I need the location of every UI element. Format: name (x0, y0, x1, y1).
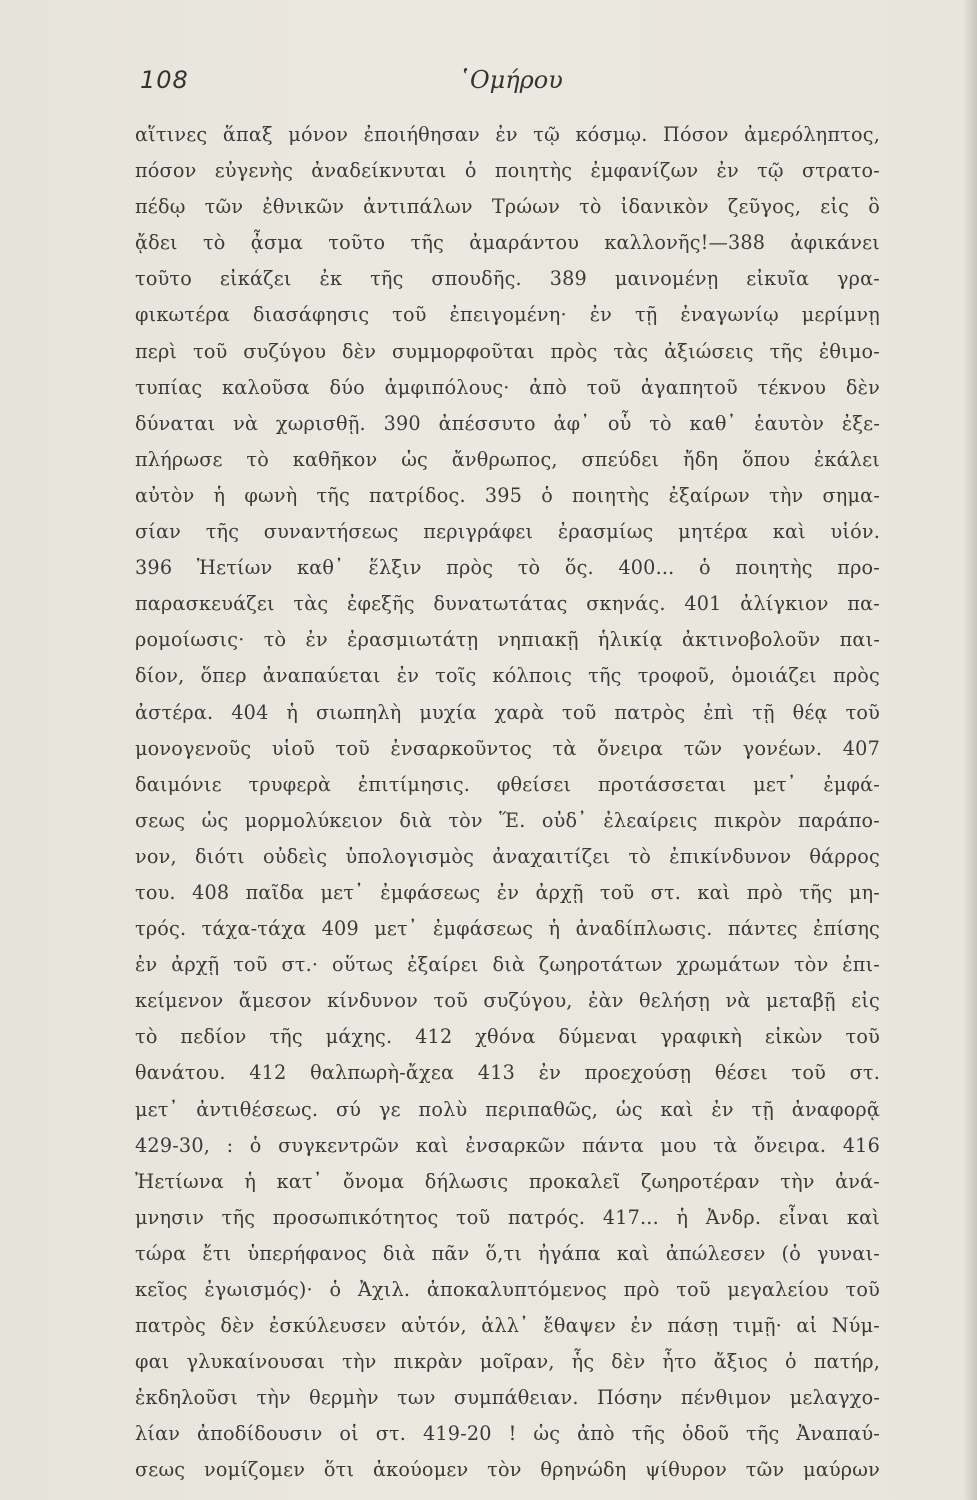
text-line: πόσον εὐγενὴς ἀναδείκνυται ὁ ποιητὴς ἐμφανίζων ἐν τῷ στρατο- (135, 159, 880, 183)
text-line: τρός. τάχα-τάχα 409 μετ᾽ ἐμφάσεως ἡ ἀναδίπλωσις. πάντες ἐπίσης (135, 917, 880, 941)
text-line: σεως νομίζομεν ὅτι ἀκούομεν τὸν θρηνώδη ψίθυρον τῶν μαύρων (135, 1458, 880, 1482)
text-line: τώρα ἔτι ὑπερήφανος διὰ πᾶν ὅ,τι ἠγάπα καὶ ἀπώλεσεν (ὁ γυναι- (135, 1241, 880, 1265)
text-line: φαι γλυκαίνουσαι τὴν πικρὰν μοῖραν, ἧς δὲν ἦτο ἄξιος ὁ πατήρ, (135, 1350, 880, 1374)
text-line: λίαν ἀποδίδουσιν οἱ στ. 419-20 ! ὡς ἀπὸ τῆς ὁδοῦ τῆς Ἀναπαύ- (135, 1422, 880, 1446)
text-line: τοῦτο εἰκάζει ἐκ τῆς σπουδῆς. 389 μαινομένῃ εἰκυῖα γρα- (135, 267, 880, 291)
text-line: ᾄδει τὸ ᾆσμα τοῦτο τῆς ἀμαράντου καλλονῆς!—388 ἀφικάνει (135, 231, 880, 255)
text-line: τὸ πεδίον τῆς μάχης. 412 χθόνα δύμεναι γραφικὴ εἰκὼν τοῦ (135, 1025, 880, 1049)
text-line: φικωτέρα διασάφησις τοῦ ἐπειγομένη· ἐν τῇ ἐναγωνίῳ μερίμνῃ (135, 303, 880, 327)
text-line: του. 408 παῖδα μετ᾽ ἐμφάσεως ἐν ἀρχῇ τοῦ στ. καὶ πρὸ τῆς μη- (135, 880, 880, 904)
text-line: μονογενοῦς υἱοῦ τοῦ ἐνσαρκοῦντος τὰ ὄνειρα τῶν γονέων. 407 (135, 736, 880, 760)
text-line: αὐτὸν ἡ φωνὴ τῆς πατρίδος. 395 ὁ ποιητὴς ἐξαίρων τὴν σημα- (135, 483, 880, 507)
text-line: μετ᾽ ἀντιθέσεως. σύ γε πολὺ περιπαθῶς, ὡς καὶ ἐν τῇ ἀναφορᾷ (135, 1097, 880, 1121)
text-line: μνησιν τῆς προσωπικότητος τοῦ πατρός. 417... ἡ Ἀνδρ. εἶναι καὶ (135, 1205, 880, 1229)
text-line: 429-30, : ὁ συγκεντρῶν καὶ ἐνσαρκῶν πάντα μου τὰ ὄνειρα. 416 (135, 1133, 880, 1157)
text-line: αἵτινες ἅπαξ μόνον ἐποιήθησαν ἐν τῷ κόσμῳ. Πόσον ἀμερόληπτος, (135, 123, 880, 146)
text-line: κείμενον ἄμεσον κίνδυνον τοῦ συζύγου, ἐὰν θελήσῃ νὰ μεταβῇ εἰς (135, 989, 880, 1013)
text-line: πλήρωσε τὸ καθῆκον ὡς ἄνθρωπος, σπεύδει ἤδη ὅπου ἐκάλει (135, 447, 880, 471)
page-edge-shadow (963, 0, 977, 1500)
text-line: παρασκευάζει τὰς ἐφεξῆς δυνατωτάτας σκηνάς. 401 ἀλίγκιον πα- (135, 592, 880, 616)
text-line: πατρὸς δὲν ἐσκύλευσεν αὐτόν, ἀλλ᾽ ἔθαψεν ἐν πάσῃ τιμῇ· αἱ Νύμ- (135, 1314, 880, 1338)
text-line: δαιμόνιε τρυφερὰ ἐπιτίμησις. φθείσει προτάσσεται μετ᾽ ἐμφά- (135, 772, 880, 796)
text-line: σεως ὡς μορμολύκειον διὰ τὸν Ἕ. οὐδ᾽ ἐλεαίρεις πικρὸν παράπο- (135, 808, 880, 832)
text-line: Ἠετίωνα ἡ κατ᾽ ὄνομα δήλωσις προκαλεῖ ζωηροτέραν τὴν ἀνά- (135, 1169, 880, 1193)
running-head: ῾Ομήρου (458, 66, 563, 94)
text-line: θανάτου. 412 θαλπωρὴ-ἄχεα 413 ἐν προεχούσῃ θέσει τοῦ στ. (135, 1061, 880, 1085)
text-line: δίον, ὅπερ ἀναπαύεται ἐν τοῖς κόλποις τῆς τροφοῦ, ὁμοιάζει πρὸς (135, 664, 880, 688)
page-number: 108 (140, 66, 189, 94)
body-text (135, 117, 880, 1489)
text-line: περὶ τοῦ συζύγου δὲν συμμορφοῦται πρὸς τὰς ἀξιώσεις τῆς ἐθιμο- (135, 339, 880, 363)
text-line: πέδῳ τῶν ἐθνικῶν ἀντιπάλων Τρώων τὸ ἰδανικὸν ζεῦγος, εἰς ὃ (135, 195, 880, 219)
text-line: ἐν ἀρχῇ τοῦ στ.· οὕτως ἐξαίρει διὰ ζωηροτάτων χρωμάτων τὸν ἐπι- (135, 953, 880, 977)
text-line: σίαν τῆς συναντήσεως περιγράφει ἐρασμίως μητέρα καὶ υἱόν. (135, 520, 880, 544)
text-line: ἀστέρα. 404 ἡ σιωπηλὴ μυχία χαρὰ τοῦ πατρὸς ἐπὶ τῇ θέᾳ τοῦ (135, 700, 880, 724)
text-line: 396 Ἠετίων καθ᾽ ἕλξιν πρὸς τὸ ὅς. 400... ὁ ποιητὴς προ- (135, 556, 880, 580)
text-line: νον, διότι οὐδεὶς ὑπολογισμὸς ἀναχαιτίζει τὸ ἐπικίνδυνον θάρρος (135, 844, 880, 868)
text-line: κεῖος ἐγωισμός)· ὁ Ἀχιλ. ἀποκαλυπτόμενος πρὸ τοῦ μεγαλείου τοῦ (135, 1278, 880, 1301)
text-line: ρομοίωσις· τὸ ἐν ἐρασμιωτάτῃ νηπιακῇ ἡλικίᾳ ἀκτινοβολοῦν παι- (135, 628, 880, 652)
text-line: τυπίας καλοῦσα δύο ἀμφιπόλους· ἀπὸ τοῦ ἀγαπητοῦ τέκνου δὲν (135, 375, 880, 399)
page-header (140, 66, 900, 96)
text-line: δύναται νὰ χωρισθῇ. 390 ἀπέσσυτο ἀφ᾽ οὗ τὸ καθ᾽ ἑαυτὸν ἐξε- (135, 411, 880, 435)
text-line: ἐκδηλοῦσι τὴν θερμὴν των συμπάθειαν. Πόσην πένθιμον μελαγχο- (135, 1386, 880, 1410)
